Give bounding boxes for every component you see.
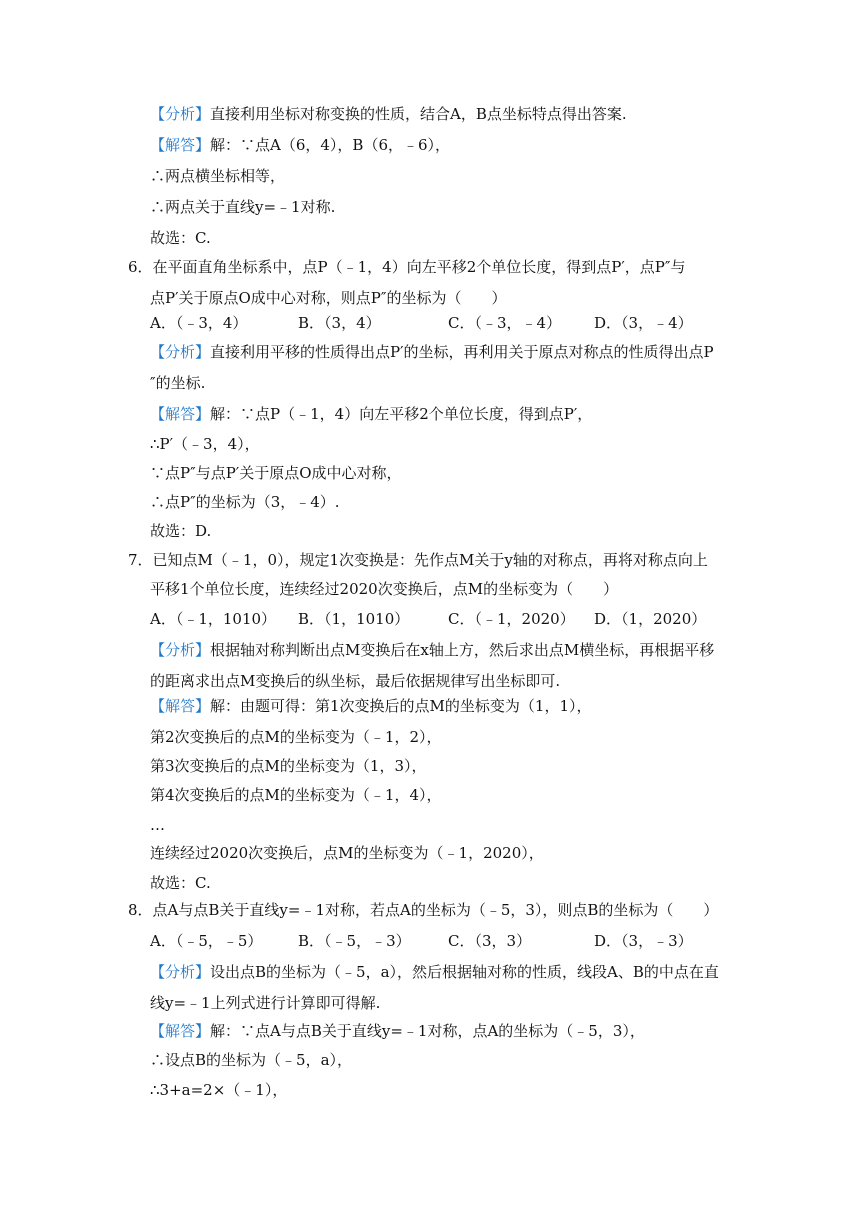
option-d: D．（3，﹣3） <box>594 932 693 950</box>
question-stem: 8．点A与点B关于直线y=﹣1对称，若点A的坐标为（﹣5，3），则点B的坐标为（ ） <box>128 901 719 919</box>
option-c: C．（3，3） <box>448 932 532 950</box>
option-c: C．（﹣3，﹣4） <box>448 314 562 332</box>
answer-text: ∴P′（﹣3，4）， <box>150 435 260 453</box>
answer-line <box>150 135 450 155</box>
answer-text: 连续经过2020次变换后，点M的坐标变为（﹣1，2020）， <box>150 844 544 862</box>
analysis-text: 根据轴对称判断出点M变换后在x轴上方，然后求出点M横坐标，再根据平移 <box>210 641 715 659</box>
answer-text: ∴两点关于直线y=﹣1对称. <box>150 198 336 216</box>
analysis-line <box>150 342 714 362</box>
answer-text: 解：∵点P（﹣1，4）向左平移2个单位长度，得到点P′， <box>210 405 593 423</box>
answer-line <box>150 404 592 424</box>
analysis-tag: 【分析】 <box>150 641 211 659</box>
question-stem: 点P′关于原点O成中心对称，则点P″的坐标为（ ） <box>150 289 507 307</box>
analysis-text: 线y=﹣1上列式进行计算即可得解. <box>150 994 381 1012</box>
question-stem: 6．在平面直角坐标系中，点P（﹣1，4）向左平移2个单位长度，得到点P′，点P″与 <box>128 258 686 276</box>
answer-text: 解：由题可得：第1次变换后的点M的坐标变为（1，1）， <box>210 697 592 715</box>
option-d: D．（3，﹣4） <box>594 314 693 332</box>
option-b: B．（3，4） <box>298 314 381 332</box>
answer-text: ∴3+a=2×（﹣1）， <box>150 1081 288 1099</box>
analysis-tag: 【分析】 <box>150 105 211 123</box>
analysis-text: 设出点B的坐标为（﹣5，a），然后根据轴对称的性质，线段A、B的中点在直 <box>210 963 719 981</box>
analysis-line <box>150 962 719 982</box>
answer-text: 故选：C. <box>150 874 211 892</box>
answer-text: 故选：C. <box>150 229 211 247</box>
option-d: D．（1，2020） <box>594 610 707 628</box>
answer-text: ∴设点B的坐标为（﹣5，a）， <box>150 1051 353 1069</box>
analysis-text: ″的坐标. <box>150 374 206 392</box>
answer-text: ∴两点横坐标相等， <box>150 167 286 185</box>
question-stem: 平移1个单位长度，连续经过2020次变换后，点M的坐标变为（ ） <box>150 580 619 598</box>
answer-tag: 【解答】 <box>150 697 211 715</box>
answer-tag: 【解答】 <box>150 136 211 154</box>
option-a: A．（﹣1，1010） <box>150 610 277 628</box>
analysis-text: 直接利用平移的性质得出点P′的坐标，再利用关于原点对称点的性质得出点P <box>210 343 714 361</box>
answer-tag: 【解答】 <box>150 405 211 423</box>
analysis-text: 直接利用坐标对称变换的性质，结合A，B点坐标特点得出答案. <box>210 105 627 123</box>
option-b: B．（1，1010） <box>298 610 410 628</box>
question-stem: 7．已知点M（﹣1，0），规定1次变换是：先作点M关于y轴的对称点，再将对称点向上 <box>128 551 708 569</box>
analysis-tag: 【分析】 <box>150 343 211 361</box>
option-a: A．（﹣5，﹣5） <box>150 932 263 950</box>
answer-text: 第2次变换后的点M的坐标变为（﹣1，2）， <box>150 728 442 746</box>
answer-tag: 【解答】 <box>150 1022 211 1040</box>
answer-text: 解：∵点A（6，4），B（6，﹣6）， <box>210 136 451 154</box>
answer-text: 第3次变换后的点M的坐标变为（1，3）， <box>150 757 427 775</box>
answer-text: 故选：D. <box>150 522 212 540</box>
answer-line <box>150 696 592 716</box>
analysis-line <box>150 104 627 124</box>
ellipsis-text: … <box>150 816 165 834</box>
answer-text: ∴点P″的坐标为（3，﹣4）. <box>150 493 340 511</box>
analysis-text: 的距离求出点M变换后的纵坐标，最后依据规律写出坐标即可. <box>150 672 561 690</box>
answer-text: 解：∵点A与点B关于直线y=﹣1对称，点A的坐标为（﹣5，3）， <box>210 1022 645 1040</box>
option-a: A．（﹣3，4） <box>150 314 248 332</box>
answer-line <box>150 1021 645 1041</box>
option-c: C．（﹣1，2020） <box>448 610 575 628</box>
answer-text: ∵点P″与点P′关于原点O成中心对称， <box>150 464 402 482</box>
option-b: B．（﹣5，﹣3） <box>298 932 411 950</box>
analysis-line <box>150 640 714 660</box>
answer-text: 第4次变换后的点M的坐标变为（﹣1，4）， <box>150 786 442 804</box>
analysis-tag: 【分析】 <box>150 963 211 981</box>
